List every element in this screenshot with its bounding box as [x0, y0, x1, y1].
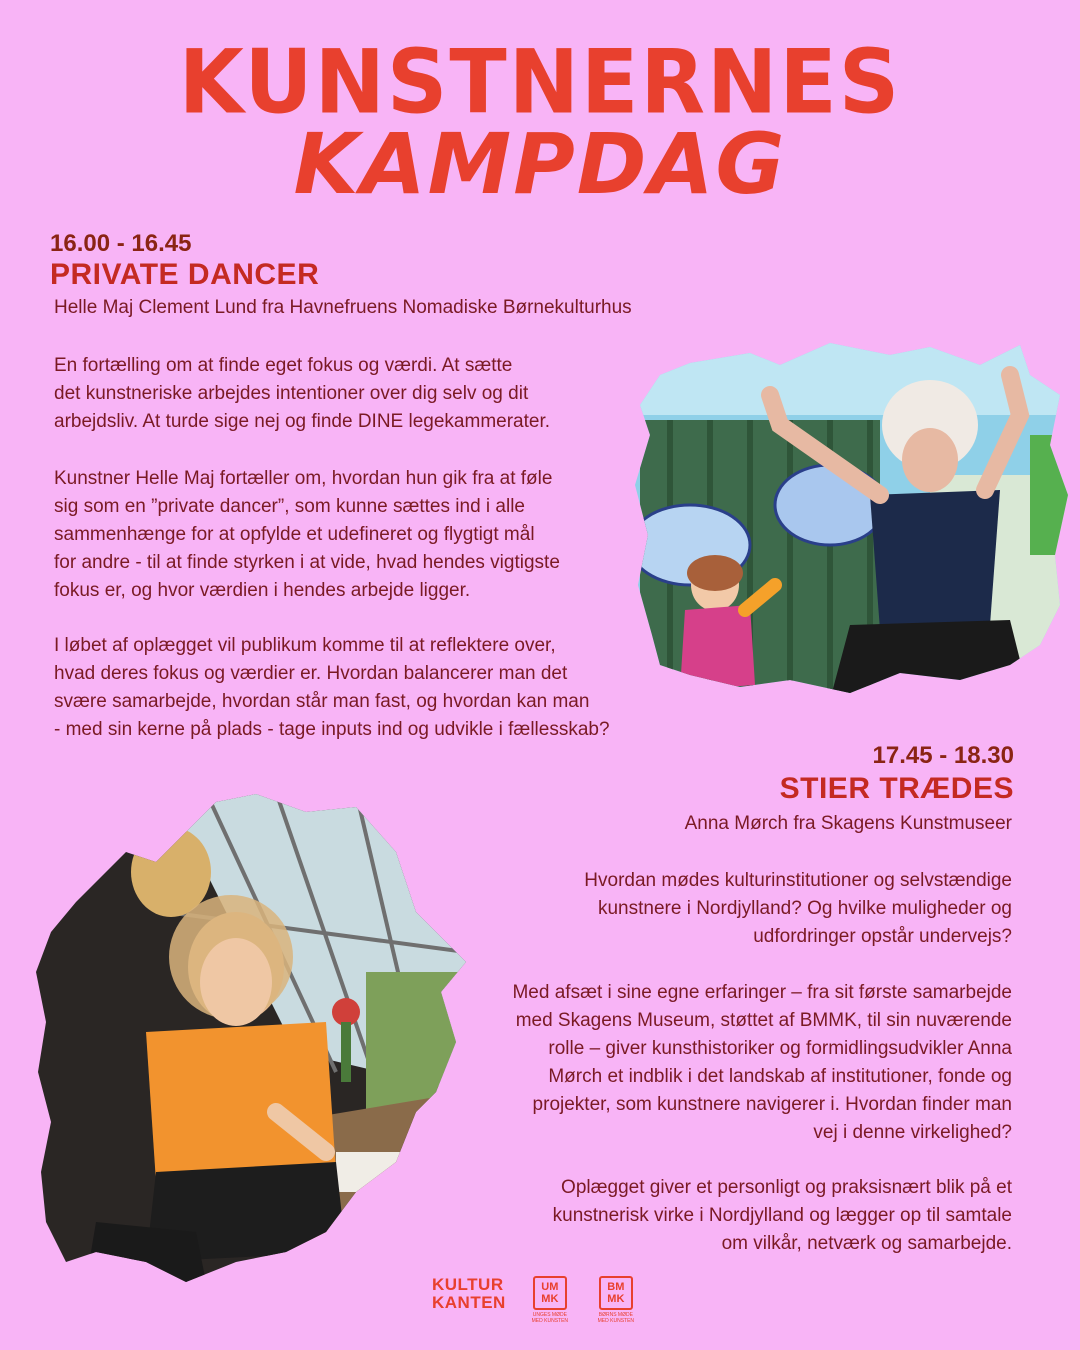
session2-paragraph-1	[452, 867, 1012, 951]
session1-photo	[630, 335, 1070, 700]
text-line: svære samarbejde, hvordan står man fast, og hvordan kan man	[54, 691, 590, 712]
text-line: med Skagens Museum, støttet af BMMK, til sin nuværende	[515, 1010, 1012, 1031]
logo-subtext: BØRNS MØDE MED KUNSTEN	[597, 1312, 635, 1324]
text-line: udfordringer opstår undervejs?	[753, 926, 1012, 947]
session2-title: STIER TRÆDES	[779, 772, 1014, 805]
text-line: - med sin kerne på plads - tage inputs ind og udvikle i fællesskab?	[54, 719, 610, 740]
kulturkanten-logo	[432, 1276, 506, 1312]
session2-paragraph-2	[412, 979, 1012, 1147]
session1-paragraph-2	[54, 465, 654, 605]
text-line: kunstnere i Nordjylland? Og hvilke muligheder og	[597, 898, 1012, 919]
poster-title-line-1: KUNSTNERNES	[178, 30, 902, 134]
text-line: fokus er, og hvor værdien i hendes arbejde ligger.	[54, 580, 471, 601]
text-line: om vilkår, netværk og samarbejde.	[721, 1233, 1012, 1254]
footer-logos	[432, 1276, 638, 1324]
text-line: Med afsæt i sine egne erfaringer – fra sit første samarbejde	[512, 982, 1012, 1003]
session1-speaker: Helle Maj Clement Lund fra Havnefruens Nomadiske Børnekulturhus	[54, 297, 632, 318]
text-line: Mørch et indblik i det landskab af institutioner, fonde og	[548, 1066, 1012, 1087]
text-line: Kunstner Helle Maj fortæller om, hvordan hun gik fra at føle	[54, 468, 553, 489]
session2-photo	[36, 792, 466, 1282]
text-line: kunstnerisk virke i Nordjylland og lægger op til samtale	[552, 1205, 1012, 1226]
text-line: I løbet af oplægget vil publikum komme til at reflektere over,	[54, 635, 556, 656]
text-line: arbejdsliv. At turde sige nej og finde DINE legekammerater.	[54, 411, 551, 432]
umk-logo	[528, 1276, 572, 1324]
text-line: projekter, som kunstnere navigerer i. Hvordan finder man	[532, 1094, 1012, 1115]
logo-text: BM	[607, 1281, 625, 1293]
text-line: hvad deres fokus og værdier er. Hvordan balancerer man det	[54, 663, 568, 684]
text-line: sammenhænge for at opfylde et udefineret og flygtigt mål	[54, 524, 535, 545]
text-line: sig som en ”private dancer”, som kunne sættes ind i alle	[54, 496, 525, 517]
text-line: Oplægget giver et personligt og praksisnært blik på et	[561, 1177, 1012, 1198]
text-line: rolle – giver kunsthistoriker og formidlingsudvikler Anna	[548, 1038, 1012, 1059]
session2-paragraph-3	[412, 1174, 1012, 1258]
session1-paragraph-1	[54, 352, 654, 436]
logo-text: UM	[541, 1281, 559, 1293]
poster-title-line-2: KAMPDAG	[293, 115, 787, 213]
logo-text: MK	[541, 1293, 559, 1305]
session1-title: PRIVATE DANCER	[50, 258, 320, 291]
session2-speaker: Anna Mørch fra Skagens Kunstmuseer	[684, 813, 1012, 834]
text-line: vej i denne virkelighed?	[813, 1122, 1012, 1143]
text-line: det kunstneriske arbejdes intentioner over dig selv og dit	[54, 383, 529, 404]
text-line: for andre - til at finde styrken i at vide, hvad hendes vigtigste	[54, 552, 560, 573]
bmmk-logo	[594, 1276, 638, 1324]
session2-time: 17.45 - 18.30	[872, 742, 1014, 769]
text-line: Hvordan mødes kulturinstitutioner og selvstændige	[584, 870, 1012, 891]
logo-subtext: UNGES MØDE MED KUNSTEN	[531, 1312, 569, 1324]
logo-text: MK	[607, 1293, 625, 1305]
text-line: En fortælling om at finde eget fokus og værdi. At sætte	[54, 355, 513, 376]
logo-text: KANTEN	[432, 1293, 506, 1312]
session1-paragraph-3	[54, 632, 694, 744]
logo-text: KULTUR	[432, 1275, 504, 1294]
session1-time: 16.00 - 16.45	[50, 230, 192, 257]
